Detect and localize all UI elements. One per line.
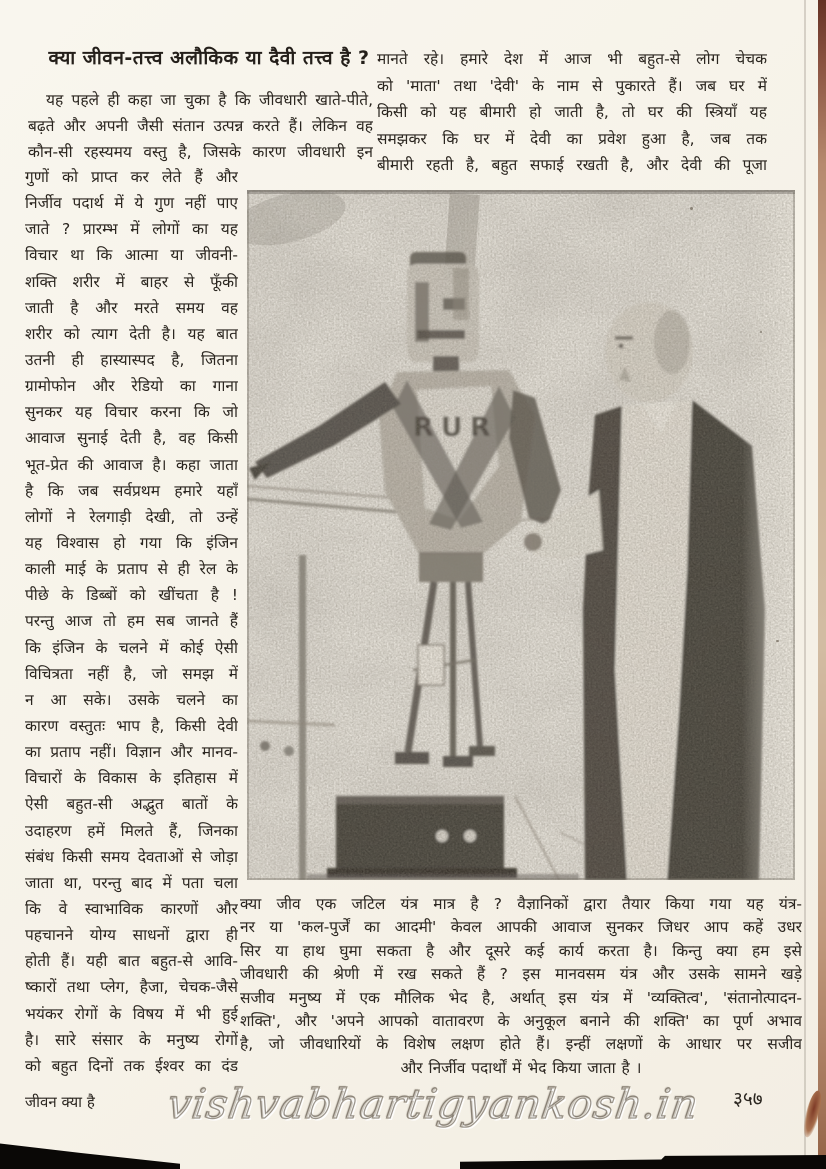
footer-book-title: जीवन क्या है — [25, 1093, 95, 1111]
text-line: शक्ति शरीर में बाहर से फूँकी — [25, 272, 238, 291]
text-line: कि इंजिन के चलने में कोई ऐसी — [25, 638, 238, 657]
text-line: संबंध किसी समय देवताओं से जोड़ा — [25, 847, 238, 866]
text-line: को 'माता' तथा 'देवी' के नाम से पुकारते हैं। जब घर में — [377, 76, 767, 95]
text-line: विचार था कि आत्मा या जीवनी- — [25, 246, 238, 265]
text-line: भयंकर रोगों के विषय में भी हुई — [25, 1004, 238, 1023]
watermark-text: vishvabhartigyankosh.in — [164, 1080, 702, 1128]
text-line: समझकर कि घर में देवी का प्रवेश हुआ है, जब तक — [377, 129, 767, 148]
robot-photo-illustration — [247, 190, 795, 880]
page-number: ३५७ — [733, 1088, 763, 1110]
text-line: आवाज सुनाई देती है, वह किसी — [25, 429, 238, 448]
text-line: है। सारे संसार के मनुष्य रोगों — [25, 1030, 238, 1049]
text-line: कारण वस्तुतः भाप है, किसी देवी — [25, 716, 238, 735]
text-line: जीवधारी की श्रेणी में रख सकते हैं ? इस मानवसम यंत्र और उसके सामने खड़े — [240, 965, 802, 984]
text-line: किसी को यह बीमारी हो जाती है, तो घर की स्त्रियाँ यह — [377, 103, 767, 122]
text-line: बढ़ते और अपनी जैसी संतान उत्पन्न करते हैं। लेकिन वह — [28, 116, 373, 135]
text-line: क्या जीव एक जटिल यंत्र मात्र है ? वैज्ञानिकों द्वारा तैयार किया गया यह यंत्र- — [240, 895, 802, 913]
text-line: ग्रामोफोन और रेडियो का गाना — [25, 377, 238, 396]
left-column-intro — [28, 88, 373, 165]
scan-shadow-bottom-left — [0, 1140, 180, 1169]
text-line: काली माई के प्रताप से ही रेल के — [25, 560, 238, 579]
text-line: उदाहरण हमें मिलते हैं, जिनका — [25, 821, 238, 840]
scan-speck — [690, 207, 693, 210]
page-edge-line — [804, 0, 806, 1169]
text-line: पीछे के डिब्बों को खींचता है ! — [25, 586, 238, 605]
text-line: यह पहले ही कहा जा चुका है कि जीवधारी खाते-पीते, — [46, 91, 373, 109]
text-line: उतनी ही हास्यास्पद है, जितना — [25, 350, 238, 369]
text-line: सजीव मनुष्य में एक मौलिक भेद है, अर्थात् इस यंत्र में 'व्यक्तित्व', 'संतानोत्पादन- — [240, 988, 802, 1007]
text-line: जाते ? प्रारम्भ में लोगों का यह — [25, 220, 238, 239]
photo-caption — [240, 893, 802, 1080]
text-line: और निर्जीव पदार्थों में भेद किया जाता है । — [400, 1058, 642, 1077]
text-line: विचित्रता नहीं है, जो समझ में — [25, 664, 238, 683]
right-column — [377, 46, 767, 179]
scan-shadow-bottom-right — [460, 1155, 826, 1169]
text-line: होती हैं। यही बात बहुत-से आवि- — [25, 952, 238, 971]
text-line: गुणों को प्राप्त कर लेते हैं और — [25, 168, 238, 186]
left-column — [25, 164, 238, 1079]
text-line: शरीर को त्याग देती है। यह बात — [25, 324, 238, 343]
photo-robot-demonstration — [247, 190, 795, 880]
text-line: जाता था, परन्तु बाद में पता चला — [25, 873, 238, 892]
text-line: का प्रताप नहीं। विज्ञान और मानव- — [25, 743, 238, 762]
text-line: कि वे स्वाभाविक कारणों और — [25, 899, 238, 918]
text-line: भूत-प्रेत की आवाज है। कहा जाता — [25, 455, 238, 474]
text-line: निर्जीव पदार्थ में ये गुण नहीं पाए — [25, 194, 238, 213]
text-line: जाती है और मरते समय वह — [25, 298, 238, 317]
text-line: यह विश्वास हो गया कि इंजिन — [25, 533, 238, 552]
text-line: है कि जब सर्वप्रथम हमारे यहाँ — [25, 481, 238, 500]
text-line: पहचानने योग्य साधनों द्वारा ही — [25, 926, 238, 945]
scan-speck — [760, 331, 762, 333]
text-line: कौन-सी रहस्यमय वस्तु है, जिसके कारण जीवधारी इन — [28, 142, 373, 161]
page-title: क्या जीवन-तत्त्व अलौकिक या दैवी तत्त्व है ? — [48, 47, 370, 69]
text-line: ष्कारों तथा प्लेग, हैजा, चेचक-जैसे — [25, 978, 238, 997]
text-line: ऐसी बहुत-सी अद्भुत बातों के — [25, 795, 238, 814]
text-line: नर या 'कल-पुर्जें का आदमी' केवल आपकी आवाज सुनकर जिधर आप कहें उधर — [240, 918, 802, 937]
book-edge-strip — [818, 0, 826, 1169]
text-line: मानते रहे। हमारे देश में आज भी बहुत-से लोग चेचक — [377, 50, 767, 68]
text-line: लोगों ने रेलगाड़ी देखी, तो उन्हें — [25, 507, 238, 526]
text-line: सिर या हाथ घुमा सकता है और दूसरे कई कार्य करता है। किन्तु क्या हम इसे — [240, 941, 802, 960]
scan-speck — [776, 640, 779, 642]
text-line: शक्ति', और 'अपने आपको वातावरण के अनुकूल बनाने की शक्ति' का पूर्ण अभाव — [240, 1011, 802, 1030]
text-line: परन्तु आज तो हम सब जानते हैं — [25, 612, 238, 631]
text-line: विचारों के विकास के इतिहास में — [25, 769, 238, 788]
text-line: बीमारी रहती है, बहुत सफाई रखती है, और देवी की पूजा — [377, 156, 767, 175]
text-line: को बहुत दिनों तक ईश्वर का दंड — [25, 1056, 238, 1075]
text-line: है, जो जीवधारियों के विशेष लक्षण होते हैं। इन्हीं लक्षणों के आधार पर सजीव — [240, 1035, 802, 1054]
text-line: सुनकर यह विचार करना कि जो — [25, 403, 238, 422]
text-line: न आ सके। उसके चलने का — [25, 690, 238, 709]
